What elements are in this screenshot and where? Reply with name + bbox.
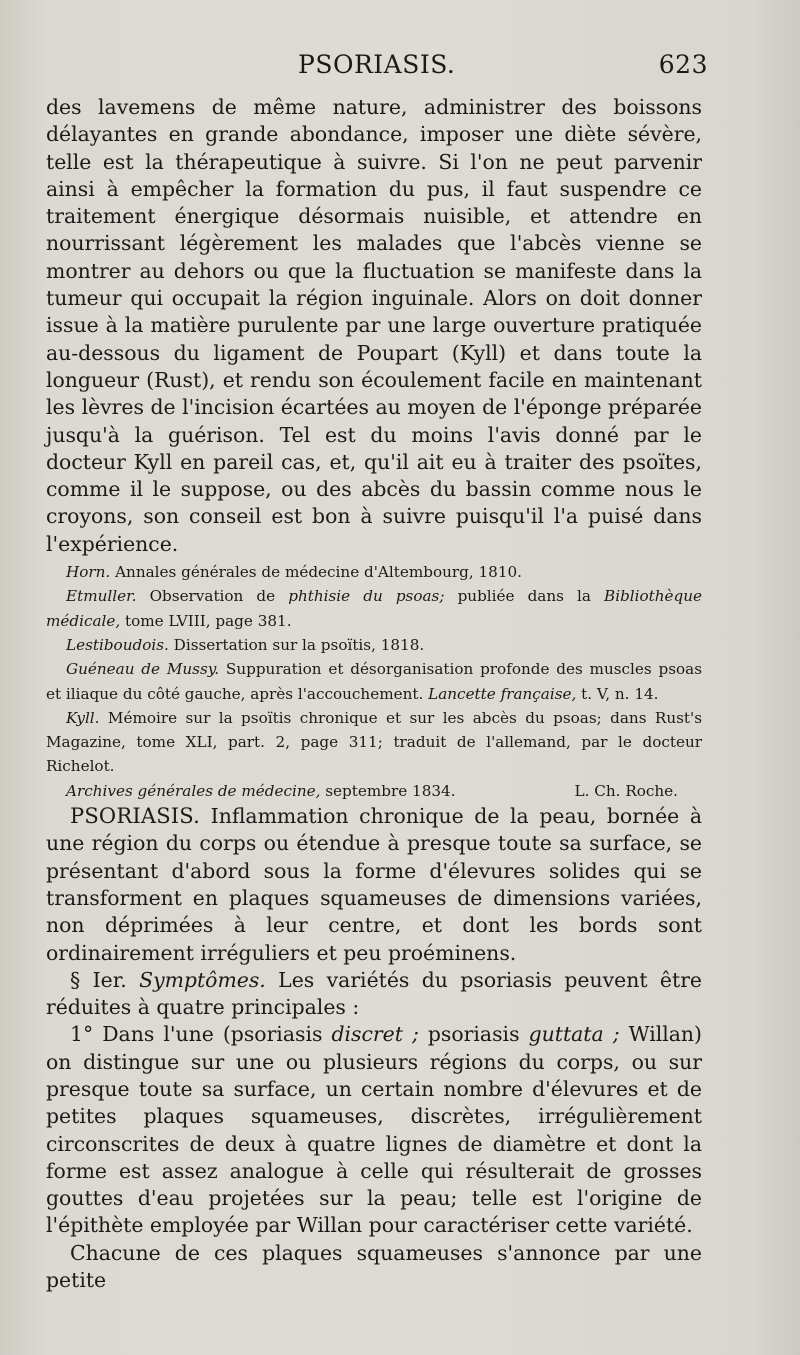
reference-author: Lestiboudois.: [66, 635, 169, 654]
reference-text: Dissertation sur la psoïtis, 1818.: [168, 635, 425, 654]
reference-text: t. V, n. 14.: [576, 684, 659, 703]
author-signature: L. Ch. Roche.: [574, 781, 678, 800]
reference-item: [46, 706, 702, 779]
reference-italic: Bibliothèque médicale,: [46, 587, 703, 630]
reference-author: Kyll.: [66, 708, 100, 727]
reference-text: publiée dans la: [444, 587, 605, 606]
variety-italic: guttata ;: [528, 1022, 620, 1047]
entry-paragraph: [46, 803, 702, 967]
variety-text: Willan) on distingue sur une ou plusieurs régions du corps, ou sur presque toute sa surface, un certain nombre d'élevures et de petites plaques squameuses, discrètes, irrégulièrement circonscrites de deux à quatre lignes de diamètre et dont la forme est assez analogue à celle qui résulterait de grosses gouttes d'eau projetées sur la peau; telle est l'origine de l'épithète employée par Willan pour caractériser cette variété.: [46, 1022, 702, 1238]
reference-item: [46, 584, 702, 633]
running-title: PSORIASIS.: [298, 50, 456, 79]
reference-italic: phthisie du psoas;: [288, 587, 445, 606]
variety-text: psoriasis: [418, 1022, 529, 1047]
section-marker: § Ier.: [70, 967, 127, 992]
section-heading: Symptômes.: [139, 967, 266, 992]
reference-text: Suppuration et désorganisation profonde des muscles psoas et iliaque du côté gauche, après l'accouchement.: [46, 660, 702, 703]
reference-text: Mémoire sur la psoïtis chronique et sur les abcès du psoas; dans Rust's Magazine, tome XLI, part. 2, page 311; traduit de l'allemand, par le docteur Richelot.: [46, 708, 702, 776]
paragraph-continuation: des lavemens de même nature, administrer des boissons délayantes en grande abondance, imposer une diète sévère, telle est la thérapeutique à suivre. Si l'on ne peut parvenir ainsi à empêcher la formation du pus, il faut suspendre ce traitement énergique désormais nuisible, et attendre en nourrissant légèrement les malades que l'abcès vienne se montrer au dehors ou que la fluctuation se manifeste dans la tumeur qui occupait la région inguinale. Alors on doit donner issue à la matière purulente par une large ouverture pratiquée au-dessous du ligament de Poupart (Kyll) et dans toute la longueur (Rust), et rendu son écoulement facile en maintenant les lèvres de l'incision écartées au moyen de l'éponge préparée jusqu'à la guérison. Tel est du moins l'avis donné par le docteur Kyll en pareil cas, et, qu'il ait eu à traiter des psoïtes, comme il le suppose, ou des abcès du bassin comme nous le croyons, son conseil est bon à suivre puisqu'il l'a puisé dans l'expérience.: [46, 95, 702, 556]
page-body: [46, 94, 702, 1294]
reference-italic: Lancette française,: [428, 684, 577, 703]
reference-text: Observation de: [136, 587, 289, 606]
page-number: 623: [658, 50, 708, 79]
reference-author: Guéneau de Mussy.: [66, 660, 220, 679]
section-heading-paragraph: [46, 967, 702, 1022]
entry-definition: Inflammation chronique de la peau, bornée à une région du corps ou étendue à presque toute sa surface, se présentant d'abord sous la forme d'élevures solides qui se transforment en plaques squameuses de dimensions variées, non déprimées à leur centre, et dont les bords sont ordinairement irréguliers et peu proéminens.: [46, 804, 702, 965]
reference-item-signed: [46, 779, 702, 803]
reference-text: Annales générales de médecine d'Altembourg, 1810.: [110, 563, 522, 582]
variety-italic: discret ;: [331, 1022, 419, 1047]
entry-term: PSORIASIS.: [70, 804, 200, 829]
section-text: Les variétés du psoriasis peuvent être réduites à quatre principales :: [46, 967, 703, 1020]
variety-text: 1° Dans l'une (psoriasis: [70, 1022, 332, 1047]
reference-item: [46, 657, 702, 706]
reference-author: Horn.: [66, 563, 111, 582]
reference-text: septembre 1834.: [320, 781, 456, 800]
reference-item: [46, 560, 702, 584]
reference-author: Etmuller.: [66, 587, 137, 606]
reference-source: [66, 779, 456, 803]
running-header: [46, 50, 708, 84]
reference-item: [46, 633, 702, 657]
variety-paragraph: [46, 1021, 702, 1239]
reference-italic: Archives générales de médecine,: [66, 781, 321, 800]
reference-text: tome LVIII, page 381.: [120, 611, 292, 630]
paragraph-final: Chacune de ces plaques squameuses s'annonce par une petite: [46, 1240, 702, 1293]
bibliography: [46, 560, 702, 803]
